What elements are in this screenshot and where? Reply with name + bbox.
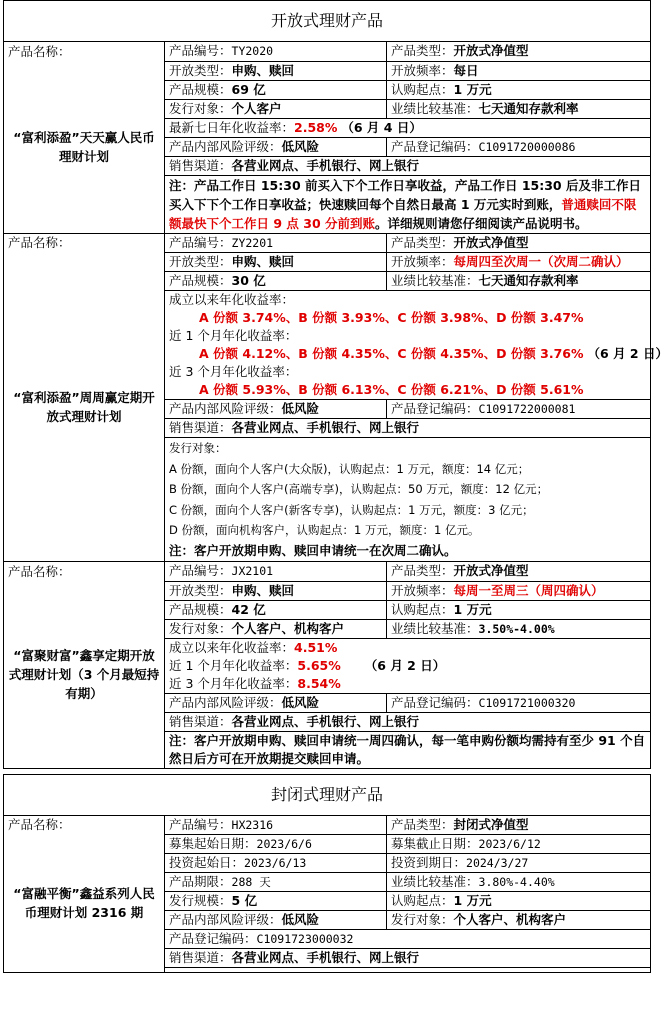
product-code: 产品编号：TY2020 — [165, 42, 387, 62]
product-code: 产品编号：JX2101 — [165, 562, 387, 582]
yield-3m: A 份额 5.93%、B 份额 6.13%、C 份额 6.21%、D 份额 5.61% — [199, 382, 584, 397]
product-note: 注：客户开放期申购、赎回申请统一在次周二确认。 — [169, 542, 457, 558]
product-note: 注：产品工作日 15:30 前买入下个工作日享收益，产品工作日 15:30 后及非工作日买入下下个工作日享收益；快速赎回每个自然日最高 1 万元实时到账，普通赎回不限额最快下个工作日 9 点 30 分前到账。详细规则请您仔细阅读产品说明书。 — [165, 175, 651, 233]
min-subscription: 认购起点：1 万元 — [387, 892, 651, 911]
open-products-table — [3, 0, 668, 769]
product-name-label: 产品名称： — [4, 562, 165, 582]
product-type: 产品类型：开放式净值型 — [387, 562, 651, 582]
product-term: 产品期限：288 天 — [165, 873, 387, 892]
product-note: 注：客户开放期申购、赎回申请统一周四确认，每一笔申购份额均需持有至少 91 个自然日后方可在开放期提交赎回申请。 — [165, 731, 651, 768]
product-type: 产品类型：开放式净值型 — [387, 42, 651, 62]
risk-rating: 产品内部风险评级：低风险 — [165, 400, 387, 419]
invest-start: 投资起始日：2023/6/13 — [165, 854, 387, 873]
open-frequency: 开放频率：每周一至周三（周四确认） — [387, 581, 651, 600]
registration-code: 产品登记编码：C1091721000320 — [387, 693, 651, 712]
yield-since-inception: 成立以来年化收益率： A 份额 3.74%、B 份额 3.93%、C 份额 3.98%、D 份额 3.47% 近 1 个月年化收益率： A 份额 4.12%、B 份额 4.35%、C 份额 4.35%、D 份额 3.76% （6 月 2 日） 近 3 个月年化收益率： A 份额 5.93%、B 份额 6.13%、C 份额 6.21%、D 份额 5.61% — [165, 291, 651, 400]
risk-rating: 产品内部风险评级：低风险 — [165, 911, 387, 930]
sales-channel: 销售渠道：各营业网点、手机银行、网上银行 — [165, 156, 651, 175]
product-name: “富利添盈”周周赢定期开放式理财计划 — [4, 253, 165, 562]
yield-block: 成立以来年化收益率：4.51% 近 1 个月年化收益率：5.65% （6 月 2 日） 近 3 个月年化收益率：8.54% — [165, 638, 651, 693]
sales-channel: 销售渠道：各营业网点、手机银行、网上银行 — [165, 949, 651, 968]
product-name-label: 产品名称： — [4, 42, 165, 62]
target-clients: 发行对象：个人客户、机构客户 — [387, 911, 651, 930]
benchmark: 业绩比较基准：七天通知存款利率 — [387, 272, 651, 291]
benchmark: 业绩比较基准：3.50%-4.00% — [387, 619, 651, 638]
open-type: 开放类型：申购、赎回 — [165, 61, 387, 80]
registration-code: 产品登记编码：C1091722000081 — [387, 400, 651, 419]
product-type: 产品类型：开放式净值型 — [387, 233, 651, 253]
product-name: “富聚财富”鑫享定期开放式理财计划（3 个月最短持有期） — [4, 581, 165, 768]
product-name: “富融平衡”鑫益系列人民币理财计划 2316 期 — [4, 835, 165, 973]
open-frequency: 开放频率：每周四至次周一（次周二确认） — [387, 253, 651, 272]
target-clients: 发行对象：个人客户、机构客户 — [165, 619, 387, 638]
section-title-open: 开放式理财产品 — [4, 1, 651, 42]
document — [3, 0, 668, 973]
risk-rating: 产品内部风险评级：低风险 — [165, 137, 387, 156]
product-code: 产品编号：ZY2201 — [165, 233, 387, 253]
yield-1m: A 份额 4.12%、B 份额 4.35%、C 份额 4.35%、D 份额 3.76% — [199, 346, 584, 361]
open-type: 开放类型：申购、赎回 — [165, 253, 387, 272]
yield-3m: 8.54% — [297, 675, 341, 691]
raise-end: 募集截止日期：2023/6/12 — [387, 835, 651, 854]
seven-day-yield: 最新七日年化收益率：2.58% （6 月 4 日） — [165, 118, 651, 137]
yield-1m: 5.65% — [297, 657, 341, 673]
open-type: 开放类型：申购、赎回 — [165, 581, 387, 600]
raise-start: 募集起始日期：2023/6/6 — [165, 835, 387, 854]
yield-since-inception: 4.51% — [294, 639, 338, 655]
sales-channel: 销售渠道：各营业网点、手机银行、网上银行 — [165, 419, 651, 438]
product-name-label: 产品名称： — [4, 815, 165, 835]
min-subscription: 认购起点：1 万元 — [387, 80, 651, 99]
sales-channel: 销售渠道：各营业网点、手机银行、网上银行 — [165, 712, 651, 731]
risk-rating: 产品内部风险评级：低风险 — [165, 693, 387, 712]
invest-end: 投资到期日：2024/3/27 — [387, 854, 651, 873]
target-clients: 发行对象： A 份额，面向个人客户(大众版)，认购起点：1 万元，额度：14 亿元； B 份额，面向个人客户(高端专享)，认购起点：50 万元，额度：12 亿元； C 份额，面向个人客户(新客专享)，认购起点：1 万元，额度：3 亿元； D 份额，面向机构客户，认购起点：1 万元，额度：1 亿元。 注：客户开放期申购、赎回申请统一在次周二确认。 — [165, 438, 651, 562]
min-subscription: 认购起点：1 万元 — [387, 600, 651, 619]
registration-code: 产品登记编码：C1091720000086 — [387, 137, 651, 156]
closed-products-table — [3, 774, 651, 974]
benchmark: 业绩比较基准：七天通知存款利率 — [387, 99, 651, 118]
product-code: 产品编号：HX2316 — [165, 815, 387, 835]
benchmark: 业绩比较基准：3.80%-4.40% — [387, 873, 651, 892]
section-title-closed: 封闭式理财产品 — [4, 774, 651, 815]
issue-scale: 发行规模：5 亿 — [165, 892, 387, 911]
product-scale: 产品规模：42 亿 — [165, 600, 387, 619]
product-scale: 产品规模：30 亿 — [165, 272, 387, 291]
target-clients: 发行对象：个人客户 — [165, 99, 387, 118]
registration-code: 产品登记编码：C1091723000032 — [165, 930, 651, 949]
table-bottom-edge — [165, 968, 651, 973]
product-type: 产品类型：封闭式净值型 — [387, 815, 651, 835]
product-scale: 产品规模：69 亿 — [165, 80, 387, 99]
open-frequency: 开放频率：每日 — [387, 61, 651, 80]
product-name-label: 产品名称： — [4, 233, 165, 253]
product-name: “富利添盈”天天赢人民币理财计划 — [4, 61, 165, 233]
